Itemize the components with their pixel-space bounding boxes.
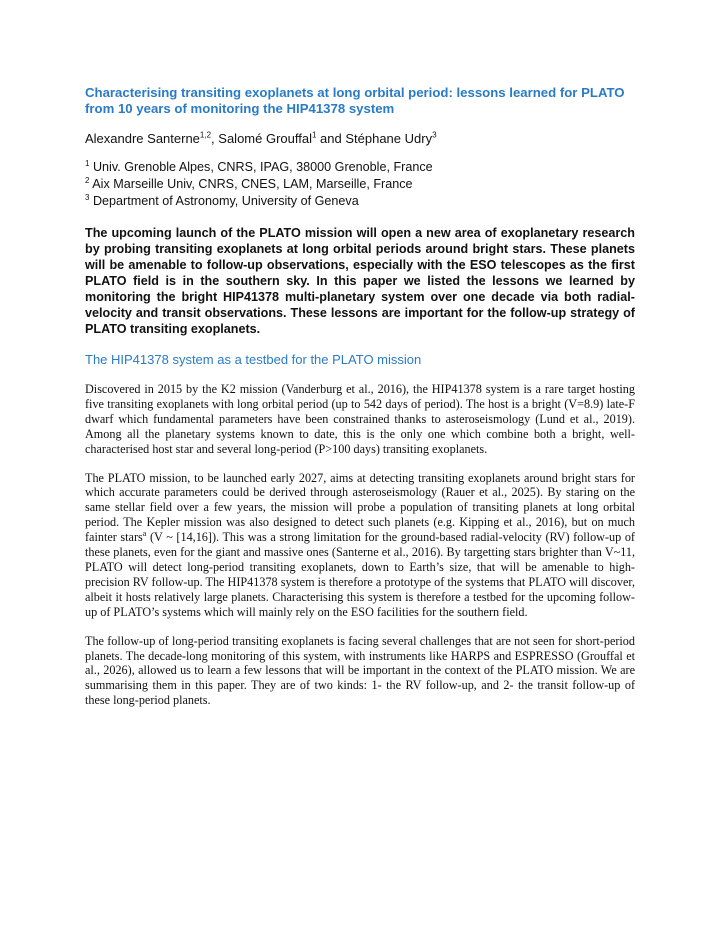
affiliation-number: 1 xyxy=(85,158,90,168)
author-separator: , xyxy=(211,131,219,146)
affiliation-list xyxy=(85,159,635,210)
section-heading: The HIP41378 system as a testbed for the PLATO mission xyxy=(85,352,422,367)
paper-page xyxy=(85,85,635,708)
author-name: Stéphane Udry xyxy=(345,131,433,146)
author-list xyxy=(85,131,635,147)
affiliation-text: Department of Astronomy, University of Geneva xyxy=(89,194,359,208)
paper-title: Characterising transiting exoplanets at long orbital period: lessons learned for PLATO from 10 years of monitoring the HIP41378 system xyxy=(85,85,625,116)
body-paragraph-2 xyxy=(85,471,635,620)
body-paragraph-3: The follow-up of long-period transiting exoplanets is facing several challenges that are not seen for short-period planets. The decade-long monitoring of this system, with instruments like HARPS and ESPRESSO (Grouffal et al., 2026), allowed us to learn a few lessons that will be important in the context of the PLATO mission. We are summarising them in this paper. They are of two kinds: 1- the RV follow-up, and 2- the transit follow-up of these long-period planets. xyxy=(85,633,635,708)
author-affil-mark: 3 xyxy=(432,130,437,140)
affiliation-item xyxy=(85,159,635,176)
affiliation-text: Univ. Grenoble Alpes, CNRS, IPAG, 38000 Grenoble, France xyxy=(89,160,433,174)
paragraph-text: The PLATO mission, to be launched early 2027, aims at detecting transiting exoplanets around bright stars for which accurate parameters could be derived through asteroseismology (Rauer et al., 2025). By staring on the same stellar field over a few years, the mission will probe a population of transiting planets at long orbital period. The Kepler mission was also designed to detect such planets (e.g. Kipping et al., 2016), but on much fainter stars xyxy=(85,470,635,545)
author-affil-mark: 1 xyxy=(311,130,317,140)
author-separator: and xyxy=(316,131,346,146)
author-name: Salomé Grouffal xyxy=(218,131,312,146)
footnote-marker: a xyxy=(142,529,147,539)
affiliation-number: 2 xyxy=(85,175,90,185)
author-affil-mark: 1,2 xyxy=(199,130,212,140)
affiliation-item xyxy=(85,176,635,193)
paragraph-text: (V ~ [14,16]). This was a strong limitation for the ground-based radial-velocity (RV) follow-up of these planets, even for the giant and massive ones (Santerne et al., 2016). By targetting stars brighter than V~11, PLATO will detect long-period transiting exoplanets, down to Earth’s size, that will be amenable to high-precision RV follow-up. The HIP41378 system is therefore a prototype of the systems that PLATO will discover, albeit it hosts relatively large planets. Characterising this system is therefore a testbed for the upcoming follow-up of PLATO’s systems which will mainly rely on the ESO facilities for the southern field. xyxy=(85,530,635,619)
affiliation-number: 3 xyxy=(85,192,90,202)
abstract: The upcoming launch of the PLATO mission will open a new area of exoplanetary research by probing transiting exoplanets at long orbital periods around bright stars. These planets will be amenable to follow-up observations, especially with the ESO telescopes as the first PLATO field is in the southern sky. In this paper we listed the lessons we learned by monitoring the bright HIP41378 multi-planetary system over one decade via both radial-velocity and transit observations. These lessons are important for the follow-up strategy of PLATO transiting exoplanets. xyxy=(85,226,635,336)
author-name: Alexandre Santerne xyxy=(85,131,200,146)
body-paragraph-1: Discovered in 2015 by the K2 mission (Vanderburg et al., 2016), the HIP41378 system is a rare target hosting five transiting exoplanets with long orbital period (up to 542 days of period). The host is a bright (V=8.9) late-F dwarf which fundamental parameters have been constrained thanks to asteroseismology (Lund et al., 2019). Among all the planetary systems known to date, this is the only one which combine both a bright, well-characterised host star and several long-period (P>100 days) transiting exoplanets. xyxy=(85,382,635,456)
affiliation-text: Aix Marseille Univ, CNRS, CNES, LAM, Marseille, France xyxy=(89,177,413,191)
affiliation-item xyxy=(85,193,635,210)
